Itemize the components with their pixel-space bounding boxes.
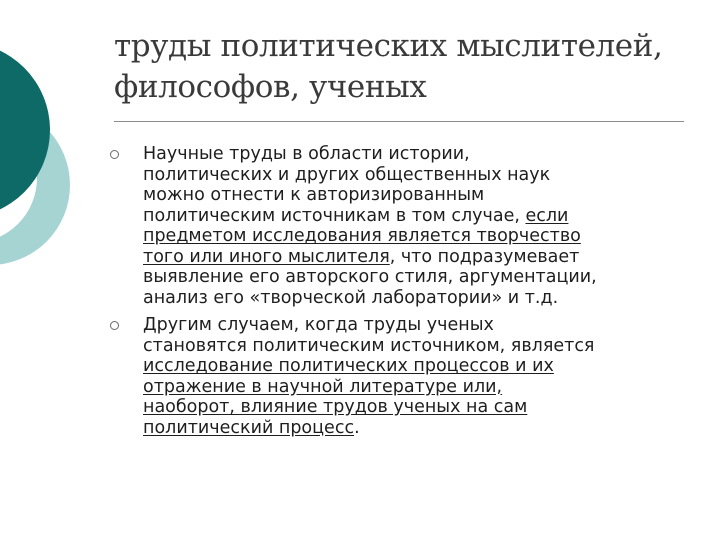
underlined-text: того или иного мыслителя [143,246,390,267]
bullet-text-line [143,315,690,336]
text-segment: анализ его «творческой лаборатории» и т.д. [143,287,559,308]
text-segment: политическим источникам в том случае, [143,205,526,226]
bullet-text-line [143,336,690,357]
bullet-text-line [143,288,690,309]
bullet-text-line [143,206,690,227]
bullet-text-line [143,356,690,377]
underlined-text: исследование политических процессов и их [143,356,554,376]
bullet-circle-icon [110,150,119,159]
bullet-list [110,144,690,438]
text-segment: . [354,417,360,438]
slide-title [114,26,694,108]
bullet-text-line [143,226,690,247]
bullet-item [110,144,690,308]
bullet-text-line [143,247,690,268]
text-segment: можно отнести к авторизированным [143,185,485,205]
text-segment: выявление его авторского стиля, аргументации, [143,267,597,287]
underlined-text: отражение в научной литературе или, [143,376,503,397]
text-segment: Другим случаем, когда труды ученых [143,315,494,335]
bullet-text-line [143,377,690,398]
bullet-text-line [143,144,690,165]
bullet-text-line [143,165,690,186]
bullet-text-line [143,185,690,206]
underlined-text: политический процесс [143,417,355,438]
bullet-text-line [143,397,690,418]
text-segment: политических и других общественных наук [143,164,551,185]
text-segment: Научные труды в области истории, [143,144,470,164]
bullet-text-line [143,267,690,288]
bullet-text-line [143,418,690,439]
text-segment: становятся политическим источником, является [143,335,595,356]
slide-title-line: труды политических мыслителей, [114,28,663,64]
slide-title-line: философов, ученых [114,69,427,105]
underlined-text: предметом исследования является творчество [143,226,581,246]
bullet-item [110,315,690,438]
underlined-text: наоборот, влияние трудов ученых на сам [143,397,528,417]
underlined-text: если [525,205,569,226]
text-segment: , что подразумевает [389,246,580,267]
title-divider [114,121,684,122]
bullet-circle-icon [110,321,119,330]
